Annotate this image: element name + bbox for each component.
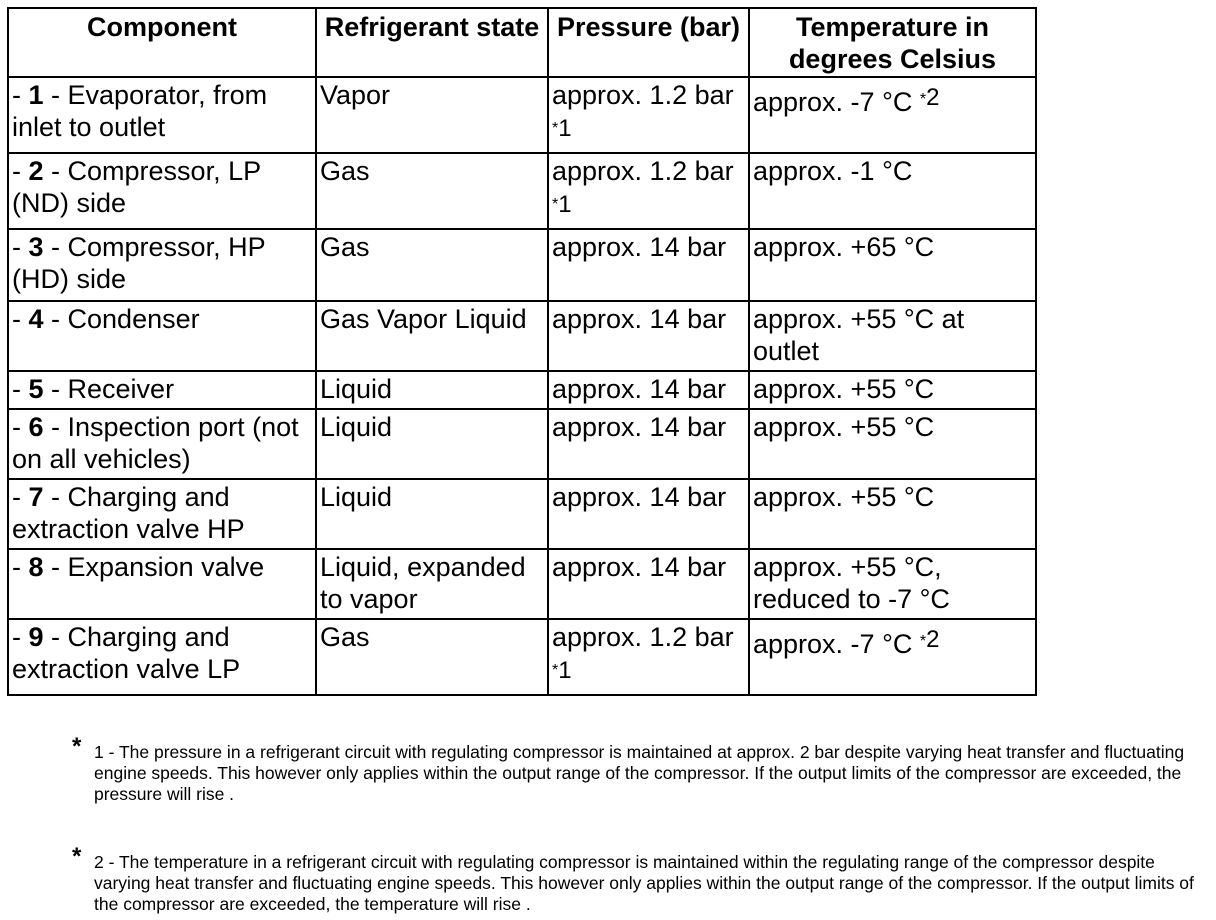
cell-pressure: [548, 371, 749, 409]
cell-temperature: [749, 229, 1036, 301]
footnote-reference: [552, 111, 745, 145]
component-number: 3: [28, 232, 44, 262]
cell-temperature: [749, 77, 1036, 153]
temperature-value: approx. +55 °C: [753, 374, 935, 404]
component-number: 6: [28, 412, 44, 442]
temperature-value: approx. +65 °C: [753, 232, 935, 262]
cell-refrigerant-state: Gas: [316, 619, 548, 695]
table-row: [8, 409, 1036, 479]
cell-temperature: [749, 153, 1036, 229]
component-label: - Compressor, LP (ND) side: [12, 156, 269, 218]
cell-refrigerant-state: Liquid: [316, 409, 548, 479]
component-label: - Charging and extraction valve HP: [12, 482, 245, 544]
footnote-text: 1 - The pressure in a refrigerant circuit with regulating compressor is maintained at approx. 2 bar despite varying heat transfer and fluctuating engine speeds. This however only applies within the output range of the compressor. If the output limits of the compressor are exceeded, the pressure will rise .: [94, 742, 1185, 804]
temperature-value: approx. +55 °C: [753, 412, 935, 442]
cell-pressure: [548, 549, 749, 619]
cell-pressure: [548, 479, 749, 549]
temperature-value: approx. -7 °C: [753, 629, 913, 659]
pressure-value: approx. 1.2 bar: [552, 156, 734, 186]
component-number: 4: [28, 304, 44, 334]
cell-component: [8, 153, 316, 229]
component-label: - Evaporator, from inlet to outlet: [12, 80, 275, 142]
header-pressure: Pressure (bar): [548, 8, 749, 77]
table-row: [8, 479, 1036, 549]
footnote-number: 2: [926, 84, 940, 111]
cell-temperature: [749, 549, 1036, 619]
pressure-value: approx. 14 bar: [552, 482, 727, 512]
row-prefix: -: [12, 232, 29, 262]
cell-pressure: [548, 77, 749, 153]
footnote-reference: [912, 626, 940, 659]
component-number: 9: [28, 622, 44, 652]
cell-temperature: [749, 479, 1036, 549]
footnote-reference: [552, 653, 745, 687]
refrigerant-table: [7, 7, 1037, 696]
pressure-value: approx. 14 bar: [552, 304, 727, 334]
asterisk-icon: *: [552, 120, 559, 137]
pressure-value: approx. 14 bar: [552, 374, 727, 404]
asterisk-icon: *: [552, 662, 559, 679]
table-row: [8, 301, 1036, 371]
table-row: [8, 549, 1036, 619]
component-label: - Compressor, HP (HD) side: [12, 232, 273, 294]
pressure-value: approx. 1.2 bar: [552, 622, 734, 652]
cell-component: [8, 77, 316, 153]
cell-pressure: [548, 301, 749, 371]
table-row: [8, 619, 1036, 695]
cell-refrigerant-state: Liquid: [316, 479, 548, 549]
cell-refrigerant-state: Gas: [316, 153, 548, 229]
component-label: - Charging and extraction valve LP: [12, 622, 241, 684]
footnote-reference: [552, 187, 745, 221]
header-refrigerant-state: Refrigerant state: [316, 8, 548, 77]
cell-refrigerant-state: Liquid: [316, 371, 548, 409]
component-label: - Condenser: [43, 304, 200, 334]
cell-refrigerant-state: Gas: [316, 229, 548, 301]
component-number: 2: [28, 156, 44, 186]
cell-pressure: [548, 619, 749, 695]
cell-pressure: [548, 153, 749, 229]
footnote-asterisk-icon: *: [72, 843, 82, 870]
pressure-value: approx. 14 bar: [552, 552, 727, 582]
temperature-value: approx. -7 °C: [753, 87, 913, 117]
row-prefix: -: [12, 482, 29, 512]
row-prefix: -: [12, 304, 29, 334]
row-prefix: -: [12, 412, 29, 442]
table-body: [8, 77, 1036, 695]
cell-component: [8, 229, 316, 301]
row-prefix: -: [12, 80, 29, 110]
header-component: Component: [8, 8, 316, 77]
row-prefix: -: [12, 156, 29, 186]
footnote-number: 2: [926, 626, 940, 653]
component-number: 5: [28, 374, 44, 404]
row-prefix: -: [12, 374, 29, 404]
footnote-text: 2 - The temperature in a refrigerant circuit with regulating compressor is maintained within the regulating range of the compressor despite varying heat transfer and fluctuating engine speeds. This however only applies within the output range of the compressor. If the output limits of the compressor are exceeded, the temperature will rise .: [94, 852, 1194, 914]
asterisk-icon: *: [919, 633, 927, 650]
cell-temperature: [749, 371, 1036, 409]
cell-refrigerant-state: Vapor: [316, 77, 548, 153]
cell-component: [8, 619, 316, 695]
pressure-value: approx. 14 bar: [552, 232, 727, 262]
cell-component: [8, 371, 316, 409]
pressure-value: approx. 14 bar: [552, 412, 727, 442]
table-row: [8, 371, 1036, 409]
footnote-reference: [912, 84, 940, 117]
component-label: - Receiver: [43, 374, 175, 404]
row-prefix: -: [12, 552, 29, 582]
component-number: 1: [28, 80, 44, 110]
cell-component: [8, 549, 316, 619]
footnote-number: 1: [558, 191, 572, 218]
pressure-value: approx. 1.2 bar: [552, 80, 734, 110]
table-row: [8, 153, 1036, 229]
component-number: 8: [28, 552, 44, 582]
cell-pressure: [548, 409, 749, 479]
header-temperature: Temperature in degrees Celsius: [749, 8, 1036, 77]
table-row: [8, 77, 1036, 153]
cell-refrigerant-state: Liquid, expanded to vapor: [316, 549, 548, 619]
footnote-1: [72, 733, 1212, 805]
asterisk-icon: *: [919, 91, 927, 108]
row-prefix: -: [12, 622, 29, 652]
cell-component: [8, 409, 316, 479]
temperature-value: approx. +55 °C at outlet: [753, 304, 965, 366]
temperature-value: approx. +55 °C, reduced to -7 °C: [753, 552, 950, 614]
cell-temperature: [749, 619, 1036, 695]
cell-refrigerant-state: Gas Vapor Liquid: [316, 301, 548, 371]
footnote-asterisk-icon: *: [72, 733, 82, 760]
temperature-value: approx. -1 °C: [753, 156, 913, 186]
footnote-number: 1: [558, 115, 572, 142]
component-label: - Inspection port (not on all vehicles): [12, 412, 307, 474]
cell-component: [8, 479, 316, 549]
cell-temperature: [749, 301, 1036, 371]
footnote-2: [72, 843, 1212, 915]
cell-temperature: [749, 409, 1036, 479]
table-header-row: [8, 8, 1036, 77]
asterisk-icon: *: [552, 196, 559, 213]
component-number: 7: [28, 482, 44, 512]
footnote-number: 1: [558, 657, 572, 684]
cell-pressure: [548, 229, 749, 301]
table-row: [8, 229, 1036, 301]
cell-component: [8, 301, 316, 371]
temperature-value: approx. +55 °C: [753, 482, 935, 512]
component-label: - Expansion valve: [43, 552, 265, 582]
